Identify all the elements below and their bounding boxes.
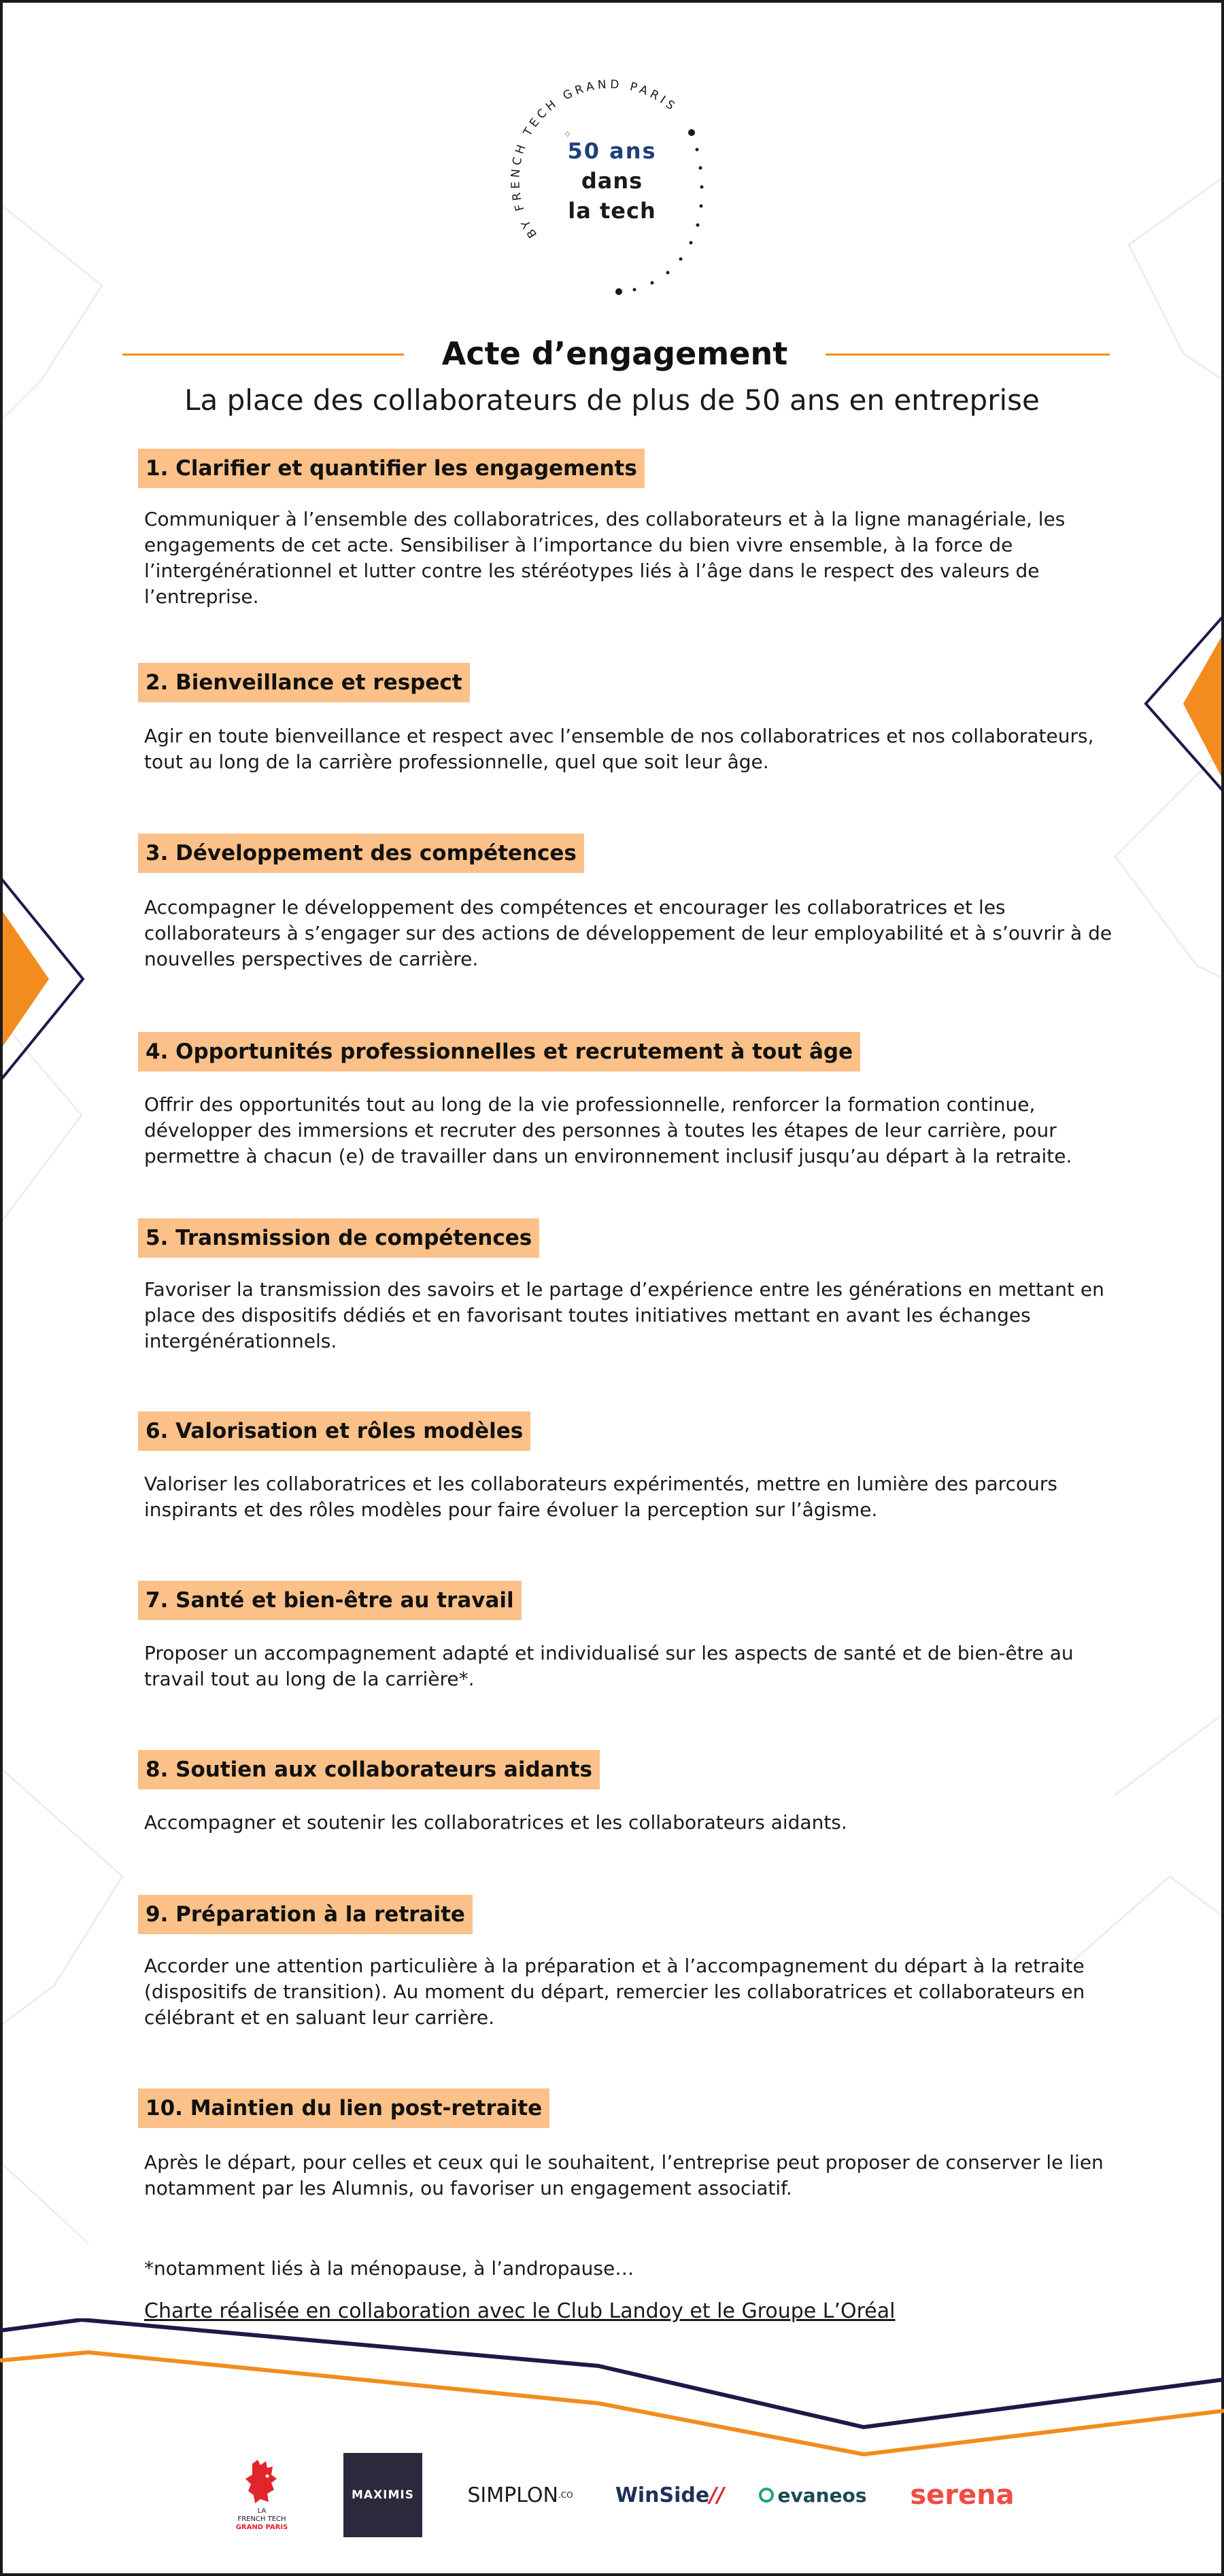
section-body-5: Favoriser la transmission des savoirs et le partage d’expérience entre les générations en mettant en place des dispositifs dédiés et en favorisant toutes initiatives mettant en avant les échanges intergénérationnels. — [144, 1278, 1104, 1352]
lft-line3: GRAND PARIS — [235, 2524, 288, 2531]
title-rule-left — [122, 354, 404, 356]
partner-evaneos — [758, 2448, 867, 2543]
section-heading-5: 5. Transmission de compétences — [138, 1218, 539, 1258]
section-heading-3: 3. Développement des compétences — [138, 834, 584, 873]
lft-line1: LA — [257, 2507, 267, 2515]
footnote: *notamment liés à la ménopause, à l’andropause… — [144, 2257, 634, 2280]
page-subtitle: La place des collaborateurs de plus de 50 ans en entreprise — [184, 383, 1040, 417]
section-body-2: Agir en toute bienveillance et respect avec l’ensemble de nos collaboratrices et nos collaborateurs, tout au long de la carrière professionnelle, quel que soit leur âge. — [144, 725, 1094, 773]
winside-mark: // — [709, 2483, 725, 2507]
title-row — [122, 332, 1110, 377]
section-body-8: Accompagner et soutenir les collaboratrices et les collaborateurs aidants. — [144, 1811, 847, 1834]
section-body-3: Accompagner le développement des compétences et encourager les collaboratrices et les collaborateurs à s’engager sur des actions de développement de leur employabilité et à s’ouvrir à de nouvelles perspectives de carrière. — [144, 896, 1112, 970]
section-heading-1: 1. Clarifier et quantifier les engagements — [138, 449, 645, 488]
credit-link[interactable]: Charte réalisée en collaboration avec le Club Landoy et le Groupe L’Oréal — [144, 2299, 896, 2323]
section-body-9: Accorder une attention particulière à la préparation et à l’accompagnement du départ à la retraite (dispositifs de transition). Au moment du départ, remercier les collaboratrices et collaborateurs en célébrant et en saluant leur carrière. — [144, 1955, 1085, 2029]
logo-dans: dans — [581, 168, 643, 194]
simplon-wordmark: SIMPLON — [467, 2483, 558, 2507]
section-heading-10: 10. Maintien du lien post-retraite — [138, 2089, 549, 2128]
section-body-4: Offrir des opportunités tout au long de la vie professionnelle, renforcer la formation continue, développer des immersions et recruter des personnes à toutes les étapes de leur carrière, pour permettre à chacun (e) de travailler dans un environnement inclusif jusqu’au départ à la retraite. — [144, 1093, 1072, 1167]
winside-wordmark: WinSide — [615, 2483, 710, 2507]
section-heading-9: 9. Préparation à la retraite — [138, 1895, 473, 1934]
lft-line2: FRENCH TECH — [237, 2515, 286, 2523]
logo-fifty-ans: 50 ans — [567, 138, 657, 164]
sparkle-icon: ✧ — [563, 128, 573, 141]
section-body-10: Après le départ, pour celles et ceux qui le souhaitent, l’entreprise peut proposer de conserver le lien notamment par les Alumnis, ou favoriser un engagement associatif. — [144, 2151, 1104, 2199]
section-heading-2: 2. Bienveillance et respect — [138, 663, 470, 702]
logo-ring-text: BY FRENCH TECH GRAND PARIS — [509, 78, 680, 241]
partner-la-french-tech — [224, 2448, 299, 2543]
partner-logos — [204, 2448, 1088, 2543]
partner-serena: serena — [910, 2479, 1015, 2511]
partner-maximis: MAXIMIS — [343, 2453, 422, 2537]
section-heading-4: 4. Opportunités professionnelles et recrutement à tout âge — [138, 1032, 860, 1071]
evaneos-ring-icon — [759, 2488, 774, 2503]
section-body-6: Valoriser les collaboratrices et les collaborateurs expérimentés, mettre en lumière des parcours inspirants et des rôles modèles pour faire évoluer la perception sur l’âgisme. — [144, 1473, 1057, 1521]
logo-la-tech: la tech — [568, 198, 656, 224]
section-heading-8: 8. Soutien aux collaborateurs aidants — [138, 1750, 600, 1789]
rooster-icon — [240, 2458, 284, 2507]
page-title: Acte d’engagement — [441, 335, 788, 372]
section-heading-6: 6. Valorisation et rôles modèles — [138, 1411, 530, 1451]
partner-simplon — [469, 2448, 571, 2543]
title-rule-right — [826, 354, 1110, 356]
logo-text — [476, 136, 748, 226]
section-heading-7: 7. Santé et bien-être au travail — [138, 1581, 522, 1620]
partner-winside — [612, 2448, 728, 2543]
simplon-suffix: .CO — [558, 2490, 573, 2500]
section-body-1: Communiquer à l’ensemble des collaboratrices, des collaborateurs et à la ligne managériale, les engagements de cet acte. Sensibiliser à l’importance du bien vivre ensemble, à la force de l’intergénérationnel et lutter contre les stéréotypes liés à l’âge dans le respect des valeurs de l’entreprise. — [144, 508, 1066, 608]
evaneos-wordmark: evaneos — [777, 2484, 867, 2507]
section-body-7: Proposer un accompagnement adapté et individualisé sur les aspects de santé et de bien-être au travail tout au long de la carrière*. — [144, 1642, 1074, 1690]
